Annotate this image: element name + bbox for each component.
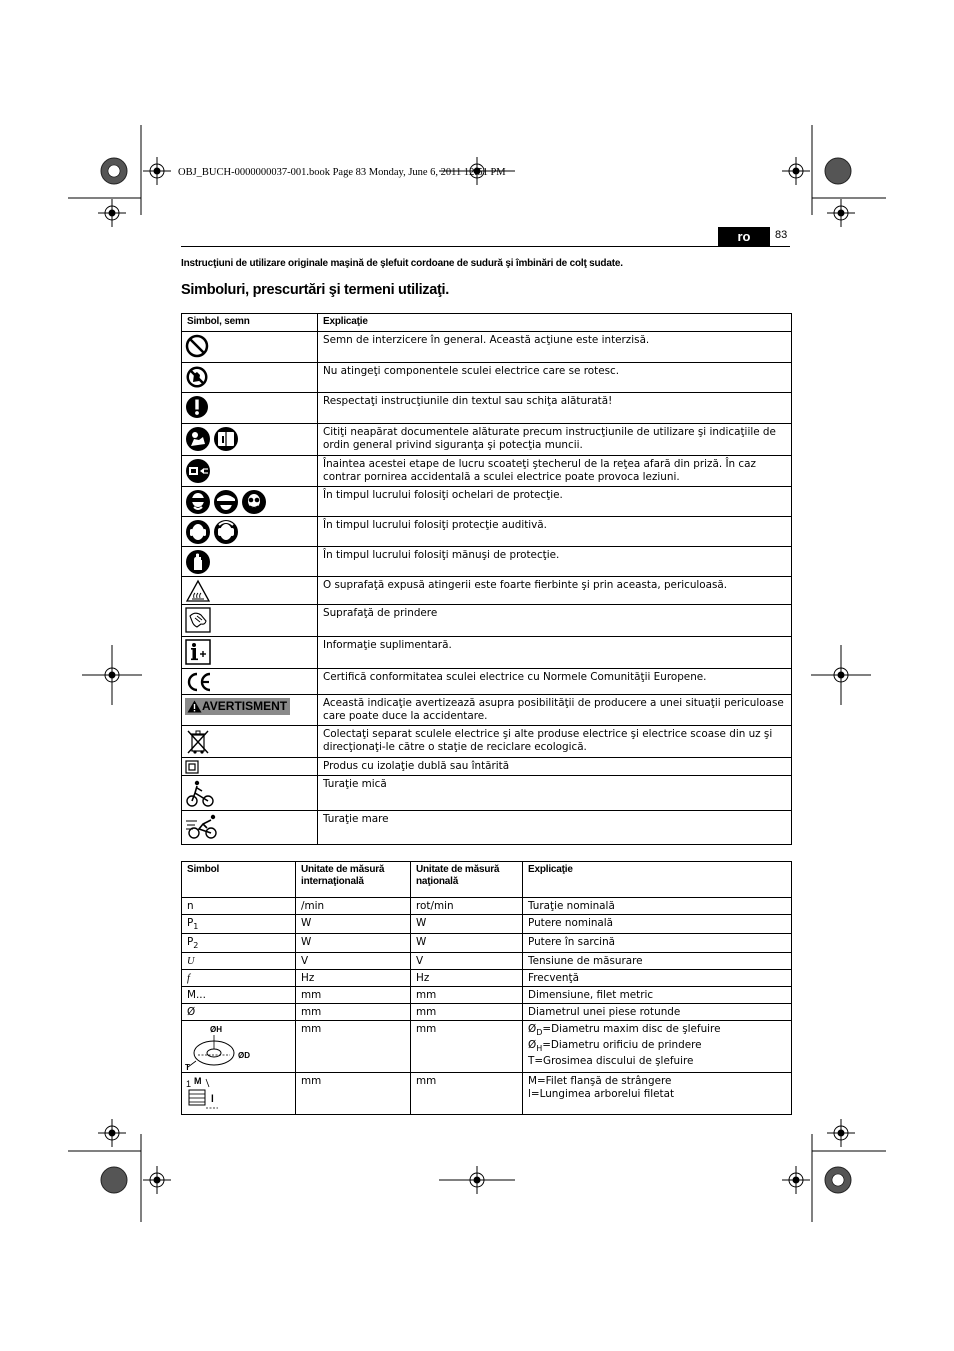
header-symbol: Simbol <box>182 862 296 898</box>
thread-l-label: l <box>211 1094 214 1105</box>
symbol-explanation: Colectaţi separat sculele electrice şi alte produse electrice şi electrice scoase din uz şi direcţionaţi-le către o staţie de reciclare ecologică. <box>318 726 792 758</box>
header-national-unit: Unitate de măsură naţională <box>411 862 523 898</box>
header-explanation: Explicaţie <box>318 314 792 332</box>
disc-diagram-cell <box>182 1021 296 1073</box>
document-subtitle: Instrucţiuni de utilizare originale maşină de şlefuit cordoane de sudură şi îmbinări de colţ sudate. <box>181 258 623 269</box>
unit-intl: /min <box>296 898 411 915</box>
exclamation-icon <box>185 395 209 419</box>
unit-explanation: Putere în sarcină <box>523 934 792 953</box>
unit-symbol: U <box>182 953 296 970</box>
warning-triangle-icon <box>187 700 202 713</box>
table-row <box>182 517 792 547</box>
prohibition-icon <box>185 334 209 358</box>
threaded-spindle-diagram-icon <box>184 1075 224 1111</box>
symbol-explanation: O suprafaţă expusă atingerii este foarte fierbinte şi prin aceasta, periculoasă. <box>318 577 792 605</box>
svg-text:1: 1 <box>186 1079 192 1089</box>
unit-symbol: $P_2$ <box>182 934 296 953</box>
unit-national: mm <box>411 1073 523 1115</box>
unit-symbol: n <box>182 898 296 915</box>
unit-national: mm <box>411 987 523 1004</box>
unit-intl: W <box>296 934 411 953</box>
unit-national: V <box>411 953 523 970</box>
read-manual-icon <box>185 426 241 452</box>
ear-protection-icon <box>185 519 241 545</box>
weee-bin-icon <box>185 728 211 756</box>
table-row <box>182 934 792 953</box>
table-row <box>182 970 792 987</box>
symbol-explanation: Produs cu izolaţie dublă sau întărită <box>318 758 792 776</box>
unit-explanation: Putere nominală <box>523 915 792 934</box>
table-row <box>182 987 792 1004</box>
grip-surface-icon <box>185 607 211 633</box>
fast-bicycle-icon <box>185 813 221 841</box>
disc-hole-label: ØH <box>210 1025 222 1034</box>
symbol-explanation: Informaţie suplimentară. <box>318 637 792 669</box>
symbol-explanation: Certifică conformitatea sculei electrice cu Normele Comunităţii Europene. <box>318 669 792 695</box>
table-row <box>182 915 792 934</box>
disc-outer-label: ØD <box>238 1051 250 1060</box>
thread-m-label: M <box>194 1076 202 1086</box>
unit-intl: mm <box>296 987 411 1004</box>
table-row <box>182 605 792 637</box>
slow-bicycle-icon <box>185 778 215 808</box>
unit-explanation <box>523 1073 792 1115</box>
symbol-explanation: În timpul lucrului folosiţi ochelari de protecţie. <box>318 487 792 517</box>
unit-symbol: M... <box>182 987 296 1004</box>
symbol-explanation: Citiţi neapărat documentele alăturate precum instrucţiunile de utilizare şi indicaţiile de ordin general privind siguranţa şi potecţia muncii. <box>318 424 792 456</box>
disc-line-2: $Ø_H=Diametru$ orificiu de prindere <box>528 1039 702 1053</box>
double-insulation-icon <box>185 760 199 774</box>
table-row <box>182 669 792 695</box>
thread-line-2: l=Lungimea arborelui filetat <box>528 1088 675 1100</box>
eye-protection-icon <box>185 489 267 515</box>
unit-intl: mm <box>296 1073 411 1115</box>
thread-diagram-cell <box>182 1073 296 1115</box>
grinding-disc-diagram-icon <box>184 1023 264 1071</box>
header-intl-unit: Unitate de măsură internaţională <box>296 862 411 898</box>
unit-national: W <box>411 915 523 934</box>
table-row <box>182 363 792 393</box>
symbol-explanation: Suprafaţă de prindere <box>318 605 792 637</box>
unit-explanation <box>523 1021 792 1073</box>
symbol-explanation: În timpul lucrului folosiţi protecţie auditivă. <box>318 517 792 547</box>
table-row <box>182 811 792 845</box>
table-row <box>182 424 792 456</box>
table-row <box>182 1021 792 1073</box>
unit-symbol: f <box>182 970 296 987</box>
unit-explanation: Tensiune de măsurare <box>523 953 792 970</box>
units-table-header <box>182 862 792 898</box>
table-row <box>182 758 792 776</box>
table-row <box>182 487 792 517</box>
table-row <box>182 776 792 811</box>
disc-line-1: $Ø_D=Diametru$ maxim disc de şlefuire <box>528 1023 721 1037</box>
info-plus-icon <box>185 639 211 665</box>
symbol-explanation: Turaţie mică <box>318 776 792 811</box>
unit-explanation: Turaţie nominală <box>523 898 792 915</box>
warning-badge-icon <box>185 698 290 715</box>
ce-mark-icon <box>185 671 213 693</box>
language-badge: ro <box>718 227 770 246</box>
thread-line-1: M=Filet flanşă de strângere <box>528 1075 672 1087</box>
unit-intl: mm <box>296 1004 411 1021</box>
symbol-explanation: Înaintea acestei etape de lucru scoateţi ştecherul de la reţea afară din priză. În caz contrar pornirea accidentală a sculei electrice poate provoca leziuni. <box>318 456 792 487</box>
table-row <box>182 637 792 669</box>
symbol-explanation: În timpul lucrului folosiţi mănuşi de protecţie. <box>318 547 792 577</box>
unplug-icon <box>185 458 211 484</box>
table-row <box>182 726 792 758</box>
unit-national: W <box>411 934 523 953</box>
warning-badge-label: AVERTISMENT <box>202 699 288 713</box>
unit-national: mm <box>411 1021 523 1073</box>
symbols-table <box>181 313 792 845</box>
symbol-explanation: Această indicaţie avertizează asupra posibilităţii de producere a unei situaţii periculoase care poate duce la accidentare. <box>318 695 792 726</box>
hot-surface-icon <box>185 579 211 603</box>
symbol-explanation: Turaţie mare <box>318 811 792 845</box>
unit-national: rot/min <box>411 898 523 915</box>
header-symbol: Simbol, semn <box>182 314 318 332</box>
unit-explanation: Frecvenţă <box>523 970 792 987</box>
table-row <box>182 393 792 424</box>
unit-symbol: $P_1$ <box>182 915 296 934</box>
unit-intl: Hz <box>296 970 411 987</box>
gloves-icon <box>185 549 211 575</box>
book-info-line: OBJ_BUCH-0000000037-001.book Page 83 Monday, June 6, 2011 12:51 PM <box>178 167 506 178</box>
table-row <box>182 577 792 605</box>
unit-symbol: Ø <box>182 1004 296 1021</box>
symbol-explanation: Respectaţi instrucţiunile din textul sau schiţa alăturată! <box>318 393 792 424</box>
unit-intl: mm <box>296 1021 411 1073</box>
table-row <box>182 1004 792 1021</box>
table-row <box>182 953 792 970</box>
unit-intl: V <box>296 953 411 970</box>
section-title: Simboluri, prescurtări şi termeni utilizaţi. <box>181 282 450 298</box>
unit-explanation: Dimensiune, filet metric <box>523 987 792 1004</box>
no-touch-rotating-icon <box>185 365 209 389</box>
symbols-table-header <box>182 314 792 332</box>
unit-national: mm <box>411 1004 523 1021</box>
symbol-explanation: Nu atingeţi componentele sculei electrice care se rotesc. <box>318 363 792 393</box>
table-row <box>182 1073 792 1115</box>
table-row <box>182 456 792 487</box>
unit-explanation: Diametrul unei piese rotunde <box>523 1004 792 1021</box>
table-row <box>182 547 792 577</box>
disc-thickness-label: T <box>185 1063 190 1071</box>
symbol-explanation: Semn de interzicere în general. Această acţiune este interzisă. <box>318 332 792 363</box>
header-rule <box>181 246 790 247</box>
table-row <box>182 898 792 915</box>
units-table <box>181 861 792 1115</box>
page-number: 83 <box>775 229 788 241</box>
unit-intl: W <box>296 915 411 934</box>
table-row <box>182 695 792 726</box>
disc-line-3: T=Grosimea discului de şlefuire <box>528 1055 694 1067</box>
unit-national: Hz <box>411 970 523 987</box>
table-row <box>182 332 792 363</box>
header-explanation: Explicaţie <box>523 862 792 898</box>
